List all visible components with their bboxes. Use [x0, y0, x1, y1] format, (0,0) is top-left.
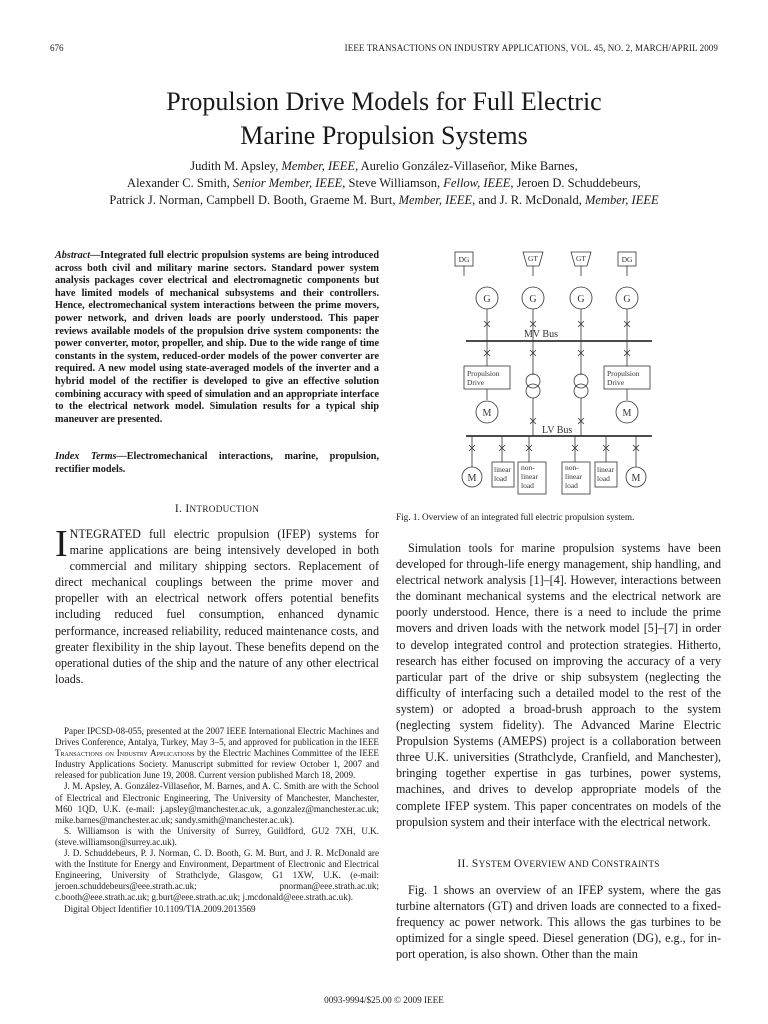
- nonlinear-load-sub-right: load: [565, 481, 578, 490]
- section-heading-system-overview: [396, 858, 721, 870]
- author-text: Judith M. Apsley,: [190, 159, 282, 173]
- dg-label-left: DG: [458, 255, 470, 264]
- generator-label-4: G: [623, 294, 631, 305]
- author-grade: Fellow, IEEE: [443, 176, 511, 190]
- linear-load-label-right: linear: [597, 465, 615, 474]
- linear-load-sub-left: load: [494, 474, 507, 483]
- nonlinear-load-sub-left: load: [521, 481, 534, 490]
- author-list: [0, 158, 768, 209]
- drive-label-right: Drive: [607, 378, 625, 387]
- propulsion-label-right: Propulsion: [607, 369, 640, 378]
- drop-cap: I: [55, 523, 68, 565]
- footnote: [55, 726, 379, 915]
- abstract-text: —Integrated full electric propulsion systems are being introduced across both civil and military marine sectors. Standard power system analysis packages cover electrical and electromagnetic components but have limited models of mechanical subsystems and their controllers. Hence, electromechanical system interactions between the prime movers, power network, and driven loads are poorly understood. This paper reviews available models of the propulsion drive system components: the power converter, motor, propeller, and ship. Due to the wide range of time constants in the system, reduced-order models of the power converter are required. A new model using state-averaged models of the inverter and a hybrid model of the rectifier is developed to give an effective solution combining accuracy with speed of simulation and an appropriate interface to the electrical network model. Simulation results for a typical ship maneuver are presented.: [55, 250, 379, 425]
- abstract: [55, 250, 379, 426]
- footnote-text: Paper IPCSD-08-055, presented at the 2007 IEEE International Electric Machines and Drives Conference, Antalya, Turkey, May 3–5, and approved for publication in the IEEE: [55, 726, 379, 748]
- generator-label-3: G: [577, 294, 585, 305]
- transformer-right-secondary: [574, 384, 588, 398]
- author-text: Alexander C. Smith,: [127, 176, 233, 190]
- index-terms: [55, 451, 379, 476]
- footnote-affiliation-manchester: J. M. Apsley, A. González-Villaseñor, M. Barnes, and A. C. Smith are with the School of Electrical and Electronic Engineering, The University of Manchester, Manchester, M60 1QD, U.K. (e-mail: j.apsley@manchester.ac.uk, a.gonzalez@manchester.ac.uk; mike.barnes@manchester.ac.uk; sandy.smith@manchester.ac.uk).: [55, 781, 379, 825]
- lv-motor-label-left: M: [467, 473, 477, 484]
- footnote-paper-info: [55, 726, 379, 781]
- generator-label-2: G: [529, 294, 537, 305]
- author-grade: Member, IEEE: [585, 193, 659, 207]
- nonlinear-load-label2-left: linear: [521, 472, 539, 481]
- copyright-footer: 0093-9994/$25.00 © 2009 IEEE: [324, 995, 444, 1005]
- linear-load-sub-right: load: [597, 474, 610, 483]
- section-heading-smallcaps: ONSTRAINTS: [599, 859, 660, 869]
- nonlinear-load-label-right: non-: [565, 463, 579, 472]
- page-number: 676: [50, 43, 64, 53]
- title-line-1: Propulsion Drive Models for Full Electric: [166, 87, 602, 116]
- lv-motor-label-right: M: [631, 473, 641, 484]
- paper-title: [0, 85, 768, 153]
- author-text: , Aurelio González-Villaseñor, Mike Barnes,: [355, 159, 578, 173]
- abstract-lead: Abstract: [55, 250, 91, 261]
- section-heading-cap: O: [513, 858, 523, 870]
- ifep-system-diagram: [452, 248, 672, 498]
- footnote-affiliation-surrey: S. Williamson is with the University of Surrey, Guildford, GU2 7XH, U.K. (steve.williamson@surrey.ac.uk).: [55, 825, 379, 847]
- section-heading-smallcaps: VERVIEW AND: [522, 859, 592, 869]
- intro-paragraph: [55, 523, 379, 687]
- intro-text: NTEGRATED full electric propulsion (IFEP) systems for marine applications are being intensively developed in both commercial and military shipping sectors. Replacement of direct mechanical couplings between the prime mover and propeller with an electrical network offers potential benefits including reduced fuel consumption, enhanced dynamic performance, increased reliability, reduced maintenance costs, and greater flexibility in the ship layout. These benefits depend on the operational duties of the ship and the nature of any other electrical loads.: [55, 527, 379, 686]
- author-grade: Member, IEEE: [398, 193, 473, 207]
- footnote-affiliation-strathclyde: J. D. Schuddebeurs, P. J. Norman, C. D. Booth, G. M. Burt, and J. R. McDonald are with the Institute for Energy and Environment, Department of Electronic and Electrical Engineering, University of Strathclyde, Glasgow, G1 1XW, U.K. (e-mail: jeroen.schuddebeurs@eee.strath.ac.uk; pnorman@eee.strath.ac.uk; c.booth@eee.strath.ac.uk; g.burt@eee.strath.ac.uk; j.mcdonald@eee.strath.ac.uk).: [55, 848, 379, 903]
- author-grade: Member, IEEE: [281, 159, 356, 173]
- motor-label-right: M: [622, 408, 632, 419]
- journal-header: IEEE TRANSACTIONS ON INDUSTRY APPLICATIONS, VOL. 45, NO. 2, MARCH/APRIL 2009: [344, 43, 718, 53]
- footnote-text: by the Electric Machines Committee of the IEEE Industry Applications Society. Manuscript submitted for review October 1, 2007 and released for publication June 19, 2008. Current version published March 18, 2009.: [55, 748, 379, 781]
- linear-load-label-left: linear: [494, 465, 512, 474]
- author-text: , Jeroen D. Schuddebeurs,: [510, 176, 641, 190]
- transformer-left-secondary: [526, 384, 540, 398]
- motor-label-left: M: [482, 408, 492, 419]
- drive-label-left: Drive: [467, 378, 485, 387]
- section-number: II.: [457, 858, 472, 870]
- mv-bus-label: MV Bus: [524, 329, 558, 340]
- gt-label-left: GT: [528, 254, 538, 263]
- section-heading-cap: S: [471, 858, 479, 870]
- author-line-1: [0, 158, 768, 175]
- section-heading-introduction: [55, 503, 379, 515]
- author-line-3: [0, 192, 768, 209]
- propulsion-label-left: Propulsion: [467, 369, 500, 378]
- footnote-journal-name: Transactions on Industry Applications: [55, 748, 195, 759]
- section-heading-cap: C: [591, 858, 600, 870]
- right-paragraph-2: Fig. 1 shows an overview of an IFEP system, where the gas turbine alternators (GT) and driven loads are connected to a fixed-frequency ac power network. This allows the gas turbines to be optimized for a single speed. Diesel generation (DG), e.g., for in-port operation, is also shown. Other than the main: [396, 883, 721, 962]
- index-terms-lead: Index Terms: [55, 451, 117, 462]
- title-line-2: Marine Propulsion Systems: [240, 121, 528, 150]
- index-terms-text: —Electromechanical interactions, marine, propulsion, rectifier models.: [55, 451, 379, 475]
- author-text: , Steve Williamson,: [342, 176, 444, 190]
- author-text: Patrick J. Norman, Campbell D. Booth, Graeme M. Burt,: [109, 193, 399, 207]
- author-grade: Senior Member, IEEE: [232, 176, 343, 190]
- nonlinear-load-label2-right: linear: [565, 472, 583, 481]
- author-text: , and J. R. McDonald,: [472, 193, 586, 207]
- right-paragraph-1: Simulation tools for marine propulsion systems have been developed for through-life energy management, ship handling, and electrical network analysis [1]–[4]. However, interactions between the dominant mechanical systems and the electrical network are poorly understood. Hence, there is a need to include the prime movers and driven loads with the network model [5]–[7] in order to develop integrated control and protection strategies. Hitherto, research has either focused on improving the accuracy of a very particular part of the drive or ship subsystem (neglecting the difficulty of interfacing such a detailed model to the rest of the system) or adopted a broad-brush approach to the system (neglecting system fidelity). The Advanced Marine Electric Propulsion Systems (AMEPS) project is a collaboration between three U.K. universities (Strathclyde, Cranfield, and Manchester), bringing together expertise in gas turbines, power systems, machines, and drives to develop appropriate models of the complete IFEP system. This paper concentrates on models of the propulsion system and their interface with the electrical network.: [396, 541, 721, 829]
- author-line-2: [0, 175, 768, 192]
- generator-label-1: G: [483, 294, 491, 305]
- nonlinear-load-label-left: non-: [521, 463, 535, 472]
- section-heading-cap: I: [185, 503, 190, 515]
- gt-label-right: GT: [576, 254, 586, 263]
- footnote-doi: Digital Object Identifier 10.1109/TIA.2009.2013569: [64, 903, 256, 914]
- section-heading-smallcaps: YSTEM: [478, 859, 514, 869]
- dg-label-right: DG: [621, 255, 633, 264]
- figure-caption: Fig. 1. Overview of an integrated full electric propulsion system.: [396, 512, 635, 522]
- lv-bus-label: LV Bus: [542, 425, 573, 436]
- section-heading-smallcaps: NTRODUCTION: [189, 504, 260, 514]
- section-number: I.: [174, 503, 186, 515]
